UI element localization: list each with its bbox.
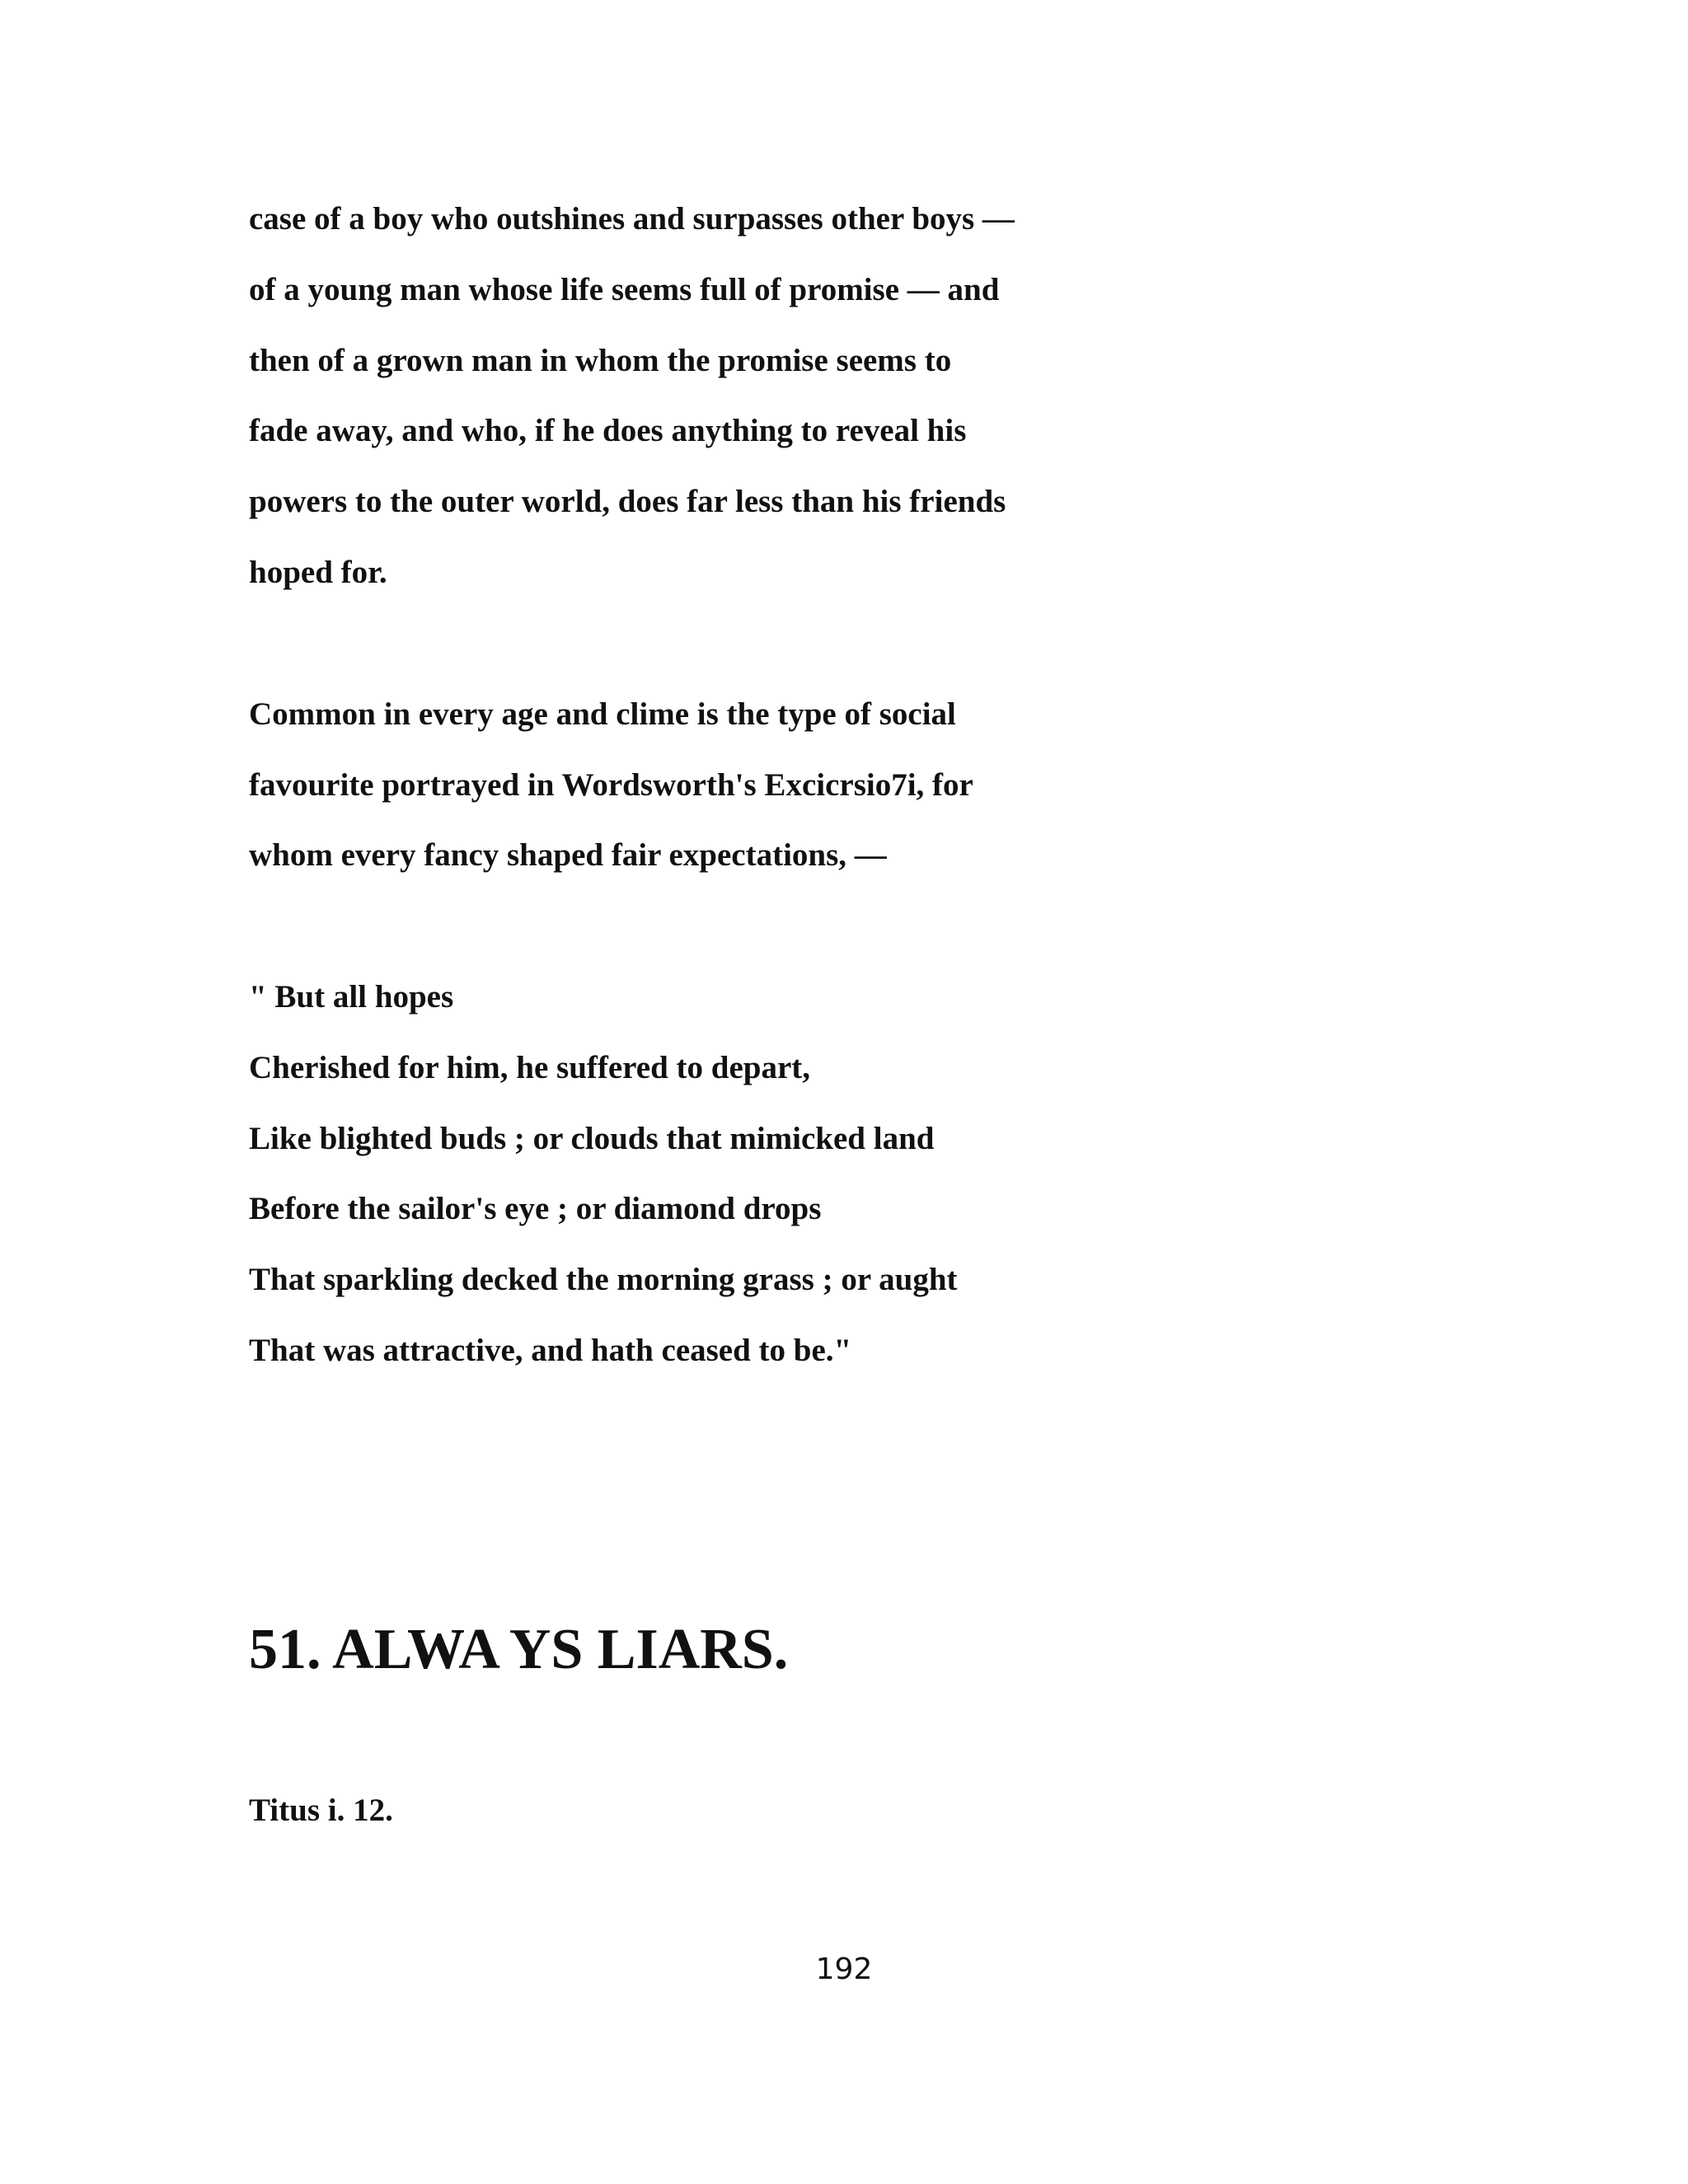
- quote-line-3: Like blighted buds ; or clouds that mimicked land: [249, 1121, 935, 1156]
- paragraph-1-line-2: of a young man whose life seems full of promise — and: [249, 272, 1000, 307]
- paragraph-2-line-2: favourite portrayed in Wordsworth's Excicrsio7i, for: [249, 767, 973, 803]
- paragraph-2-line-3: whom every fancy shaped fair expectations, —: [249, 837, 887, 873]
- quote-line-1: " But all hopes: [249, 979, 454, 1015]
- paragraph-2-line-1: Common in every age and clime is the type of social: [249, 696, 956, 732]
- quote-line-4: Before the sailor's eye ; or diamond drops: [249, 1191, 822, 1226]
- quote-line-2: Cherished for him, he suffered to depart,: [249, 1050, 811, 1085]
- scripture-reference: Titus i. 12.: [249, 1793, 393, 1828]
- paragraph-1-line-4: fade away, and who, if he does anything to reveal his: [249, 413, 967, 448]
- paragraph-1-line-6: hoped for.: [249, 555, 387, 590]
- quote-line-5: That sparkling decked the morning grass ; or aught: [249, 1262, 958, 1297]
- chapter-heading: 51. ALWA YS LIARS.: [249, 1618, 789, 1681]
- page-number: 192: [815, 1952, 873, 1986]
- quote-line-6: That was attractive, and hath ceased to be.": [249, 1333, 852, 1368]
- paragraph-1-line-1: case of a boy who outshines and surpasses other boys —: [249, 201, 1015, 237]
- paragraph-1-line-5: powers to the outer world, does far less than his friends: [249, 484, 1006, 519]
- paragraph-1-line-3: then of a grown man in whom the promise seems to: [249, 343, 952, 378]
